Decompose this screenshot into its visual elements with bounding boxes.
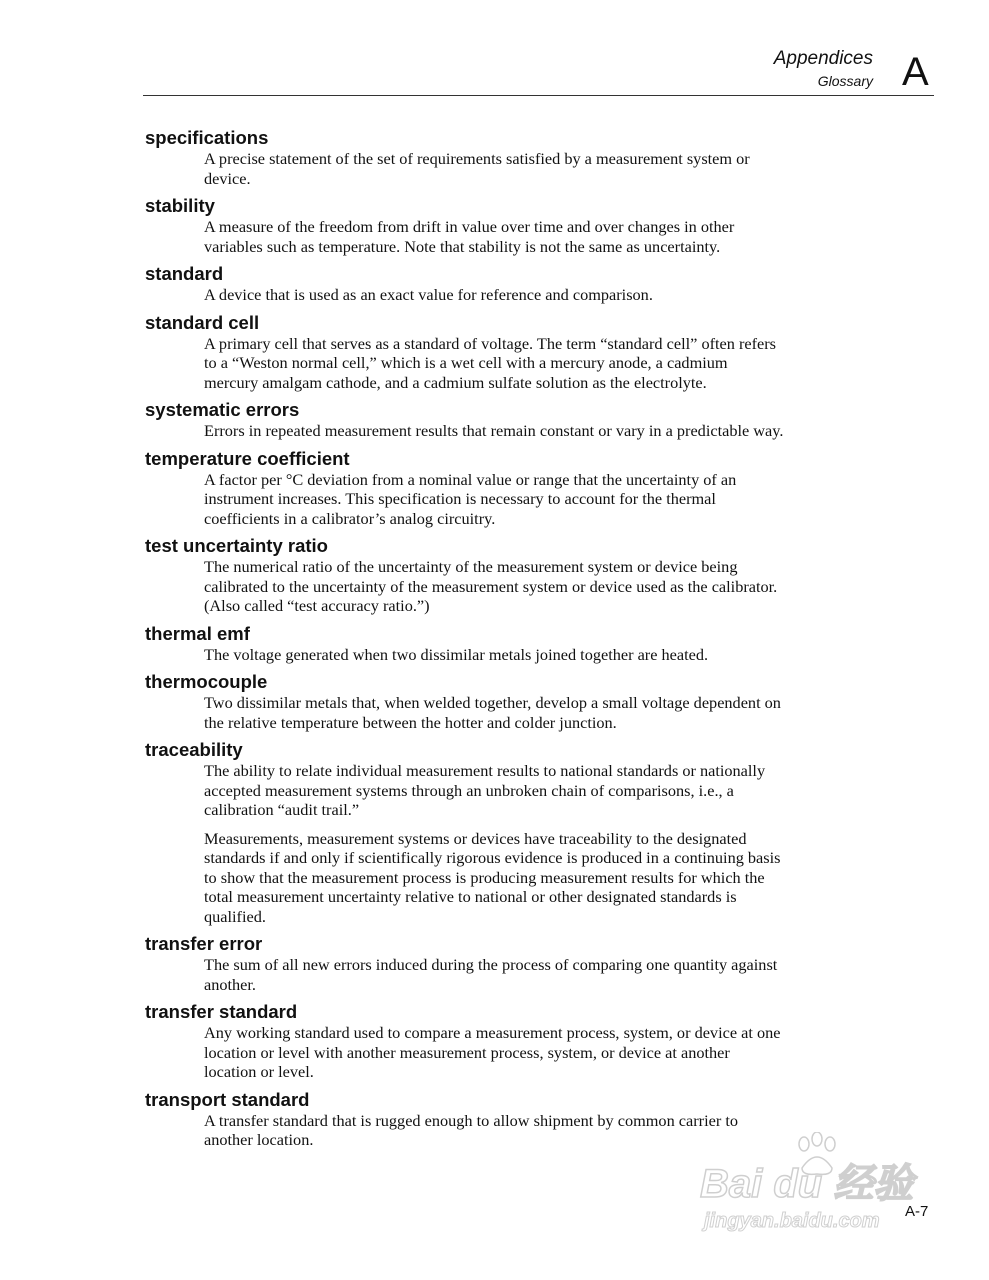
glossary-term: stability [145, 195, 215, 216]
glossary-term: test uncertainty ratio [145, 535, 328, 556]
glossary-entry [145, 623, 865, 665]
glossary-term: transfer standard [145, 1001, 298, 1022]
glossary-term: transfer error [145, 933, 263, 954]
glossary-definition: Measurements, measurement systems or devices have traceability to the designated standards if and only if scientifically rigorous evidence is produced in a continuing basis to show that the measurement process is producing measurement results for which the total measurement uncertainty relative to national or other designated standards is qualified. [204, 828, 781, 926]
glossary-definition: A factor per °C deviation from a nominal value or range that the uncertainty of an instrument increases. This specification is necessary to account for the thermal coefficients in a calibrator’s analog circuitry. [204, 469, 737, 528]
glossary-term: temperature coefficient [145, 447, 350, 469]
glossary-definition: A precise statement of the set of requirements satisfied by a measurement system or device. [204, 149, 750, 188]
glossary-entry [145, 1001, 865, 1082]
glossary-definition: Two dissimilar metals that, when welded together, develop a small voltage dependent on the relative temperature between the hotter and colder junction. [204, 693, 781, 732]
glossary-term: traceability [145, 739, 243, 760]
glossary-definition: A measure of the freedom from drift in value over time and over changes in other variables such as temperature. Note that stability is not the same as uncertainty. [204, 217, 735, 256]
glossary-entry [145, 671, 865, 732]
glossary-entry [145, 933, 865, 994]
glossary-term: thermal emf [145, 622, 250, 644]
glossary-entry [145, 312, 865, 393]
glossary-definition: Any working standard used to compare a measurement process, system, or device at one location or level with another measurement process, system, or device at another location or level. [204, 1023, 781, 1081]
glossary-definition: The ability to relate individual measurement results to national standards or nationally accepted measurement systems through an unbroken chain of comparisons, i.e., a calibration “audit trail.” [204, 761, 766, 819]
glossary-term: specifications [145, 127, 269, 148]
glossary-definition: The sum of all new errors induced during the process of comparing one quantity against another. [204, 955, 778, 994]
page-number: A-7 [905, 1203, 929, 1220]
glossary-term: standard cell [145, 311, 260, 333]
glossary-entry [145, 448, 865, 529]
glossary-definition: The numerical ratio of the uncertainty of the measurement system or device being calibrated to the uncertainty of the measurement system or device used as the calibrator. (Also called “test accuracy ratio.”) [204, 557, 778, 615]
glossary-entry [145, 399, 865, 441]
glossary-term: standard [145, 263, 224, 284]
glossary-entry [145, 195, 865, 256]
watermark-url: jingyan.baidu.com [704, 1210, 880, 1232]
baidu-watermark [700, 1132, 930, 1232]
glossary-term: thermocouple [145, 671, 268, 692]
header-rule [143, 95, 934, 96]
page-header [0, 0, 989, 100]
glossary-definition: Errors in repeated measurement results that remain constant or vary in a predictable way. [204, 421, 784, 440]
appendix-letter: A [902, 50, 929, 94]
glossary-list [145, 127, 865, 1157]
glossary-definition: A primary cell that serves as a standard of voltage. The term “standard cell” often refers to a “Weston normal cell,” which is a wet cell with a mercury anode, a cadmium mercury amalgam cathode, and a cadmium sulfate solution as the electrolyte. [204, 333, 777, 392]
header-subsection-title: Glossary [817, 73, 873, 89]
glossary-term: systematic errors [145, 399, 300, 420]
glossary-definition: The voltage generated when two dissimilar metals joined together are heated. [204, 644, 709, 664]
glossary-entry [145, 535, 865, 616]
glossary-definition: A device that is used as an exact value for reference and comparison. [204, 285, 653, 304]
glossary-entry [145, 127, 865, 188]
glossary-entry [145, 263, 865, 305]
glossary-term: transport standard [145, 1088, 310, 1110]
watermark-logo-text: Bai du 经验 [700, 1162, 914, 1206]
header-section-title: Appendices [773, 48, 873, 69]
glossary-entry [145, 739, 865, 926]
glossary-definition: A transfer standard that is rugged enough to allow shipment by common carrier to another location. [204, 1110, 738, 1149]
